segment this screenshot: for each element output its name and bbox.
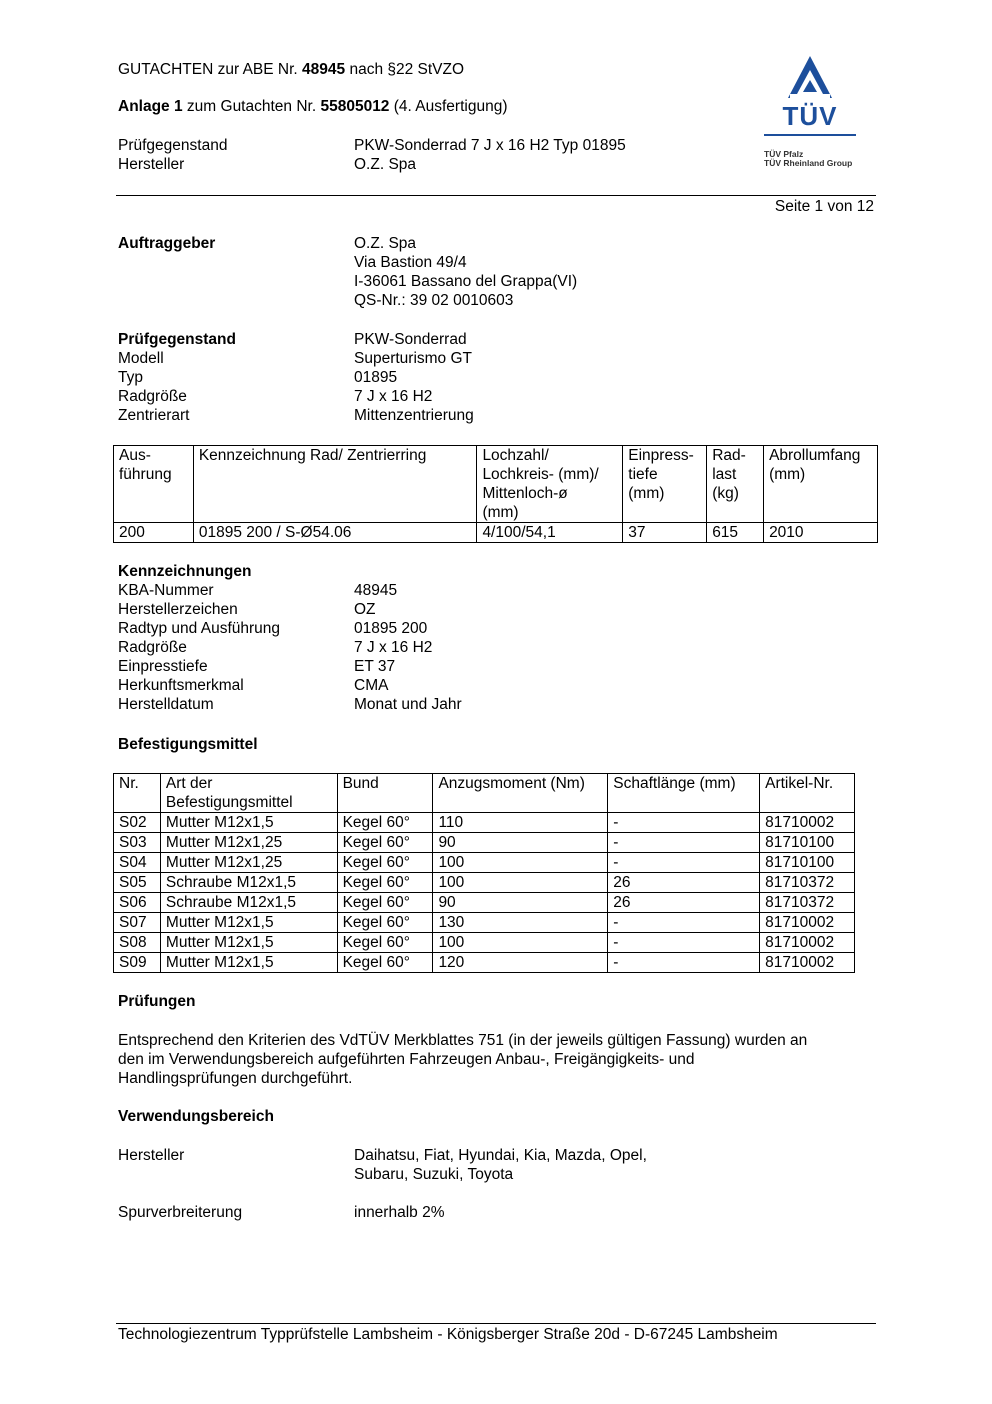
table-cell: S09 [114, 953, 161, 973]
pruefgegenstand-label: Zentrierart [118, 407, 190, 424]
table-cell: Kegel 60° [337, 953, 433, 973]
wheel-table-header-cell: Lochzahl/ Lochkreis- (mm)/ Mittenloch-ø (mm) [477, 446, 623, 523]
kennzeichnung-value: 01895 200 [354, 620, 428, 637]
table-cell: Kegel 60° [337, 873, 433, 893]
table-cell: 81710002 [760, 933, 855, 953]
tuev-logo-sub1: TÜV Pfalz [764, 149, 804, 159]
page-number: Seite 1 von 12 [774, 198, 874, 215]
kennzeichnung-value: 48945 [354, 582, 398, 599]
table-cell: Kegel 60° [337, 893, 433, 913]
header-divider [116, 195, 876, 196]
befestigung-header-cell: Anzugsmoment (Nm) [433, 774, 608, 813]
pruefungen-line: den im Verwendungsbereich aufgeführten Fahrzeugen Anbau-, Freigängigkeits- und [118, 1051, 695, 1068]
befestigung-header-cell: Art der Befestigungsmittel [160, 774, 337, 813]
pruefgegenstand-value: 01895 [354, 369, 398, 386]
table-cell: Kegel 60° [337, 853, 433, 873]
table-cell: 100 [433, 933, 608, 953]
table-cell: Mutter M12x1,5 [160, 813, 337, 833]
pruefgegenstand-row [118, 387, 474, 406]
table-row [114, 933, 855, 953]
section-title-row [118, 562, 462, 581]
table-cell: S08 [114, 933, 161, 953]
footer-text: Technologiezentrum Typprüfstelle Lambsheim - Königsberger Straße 20d - D-67245 Lambsheim [118, 1326, 778, 1343]
table-cell: 2010 [764, 523, 878, 543]
gutachten-number: 55805012 [320, 98, 390, 115]
kennzeichnung-row [118, 619, 462, 638]
pruefungen-line: Entsprechend den Kriterien des VdTÜV Merkblattes 751 (in der jeweils gültigen Fassung) wurden an [118, 1032, 808, 1049]
header-row [118, 155, 626, 174]
wheel-table-header-cell: Aus- führung [114, 446, 194, 523]
table-cell: Schraube M12x1,5 [160, 893, 337, 913]
table-cell: S02 [114, 813, 161, 833]
header-value: PKW-Sonderrad 7 J x 16 H2 Typ 01895 [354, 137, 626, 154]
table-cell: Kegel 60° [337, 833, 433, 853]
table-cell: 81710372 [760, 873, 855, 893]
wheel-table-header-cell: Rad- last (kg) [707, 446, 764, 523]
kennzeichnung-row [118, 657, 462, 676]
kennzeichnung-value: OZ [354, 601, 376, 618]
auftraggeber-row [118, 253, 577, 272]
kennzeichnung-label: Herstellerzeichen [118, 601, 238, 618]
table-cell: 90 [433, 893, 608, 913]
table-row [114, 873, 855, 893]
table-cell: S05 [114, 873, 161, 893]
table-cell: - [608, 933, 760, 953]
pruefgegenstand-label: Radgröße [118, 388, 187, 405]
verwendung-row [118, 1165, 647, 1184]
table-cell: - [608, 833, 760, 853]
header-label: Prüfgegenstand [118, 137, 228, 154]
verwendung-value: Daihatsu, Fiat, Hyundai, Kia, Mazda, Opel, [354, 1147, 647, 1164]
header-row [118, 136, 626, 155]
kennzeichnung-row [118, 676, 462, 695]
kennzeichnungen-title: Kennzeichnungen [118, 563, 252, 580]
tuev-logo-sub2: TÜV Rheinland Group [764, 158, 853, 168]
table-row [114, 833, 855, 853]
header-value: O.Z. Spa [354, 156, 417, 173]
table-cell: - [608, 813, 760, 833]
table-row [114, 853, 855, 873]
verwendung-row [118, 1203, 444, 1222]
kennzeichnungen-block [118, 562, 462, 714]
table-cell: Mutter M12x1,25 [160, 833, 337, 853]
table-cell: - [608, 913, 760, 933]
anlage-mid: zum Gutachten Nr. [186, 98, 317, 115]
anlage-line [118, 97, 507, 116]
table-cell: 26 [608, 873, 760, 893]
table-cell: 26 [608, 893, 760, 913]
verwendung-label: Spurverbreiterung [118, 1204, 243, 1221]
verwendung-value: innerhalb 2% [354, 1204, 445, 1221]
wheel-table-header-cell: Abrollumfang (mm) [764, 446, 878, 523]
verwendung-spur [118, 1203, 444, 1222]
pruefungen-title: Prüfungen [118, 993, 196, 1010]
wheel-table-header-cell: Einpress- tiefe (mm) [623, 446, 707, 523]
table-cell: 110 [433, 813, 608, 833]
table-cell: Kegel 60° [337, 933, 433, 953]
table-cell: Kegel 60° [337, 813, 433, 833]
wheel-table-header-cell: Kennzeichnung Rad/ Zentrierring [193, 446, 477, 523]
table-cell: 81710002 [760, 813, 855, 833]
kennzeichnung-value: Monat und Jahr [354, 696, 462, 713]
auftraggeber-line: Via Bastion 49/4 [354, 254, 467, 271]
abe-number: 48945 [302, 61, 346, 78]
auftraggeber-row [118, 234, 577, 253]
tuev-triangle-icon [760, 54, 860, 104]
table-cell: - [608, 853, 760, 873]
auftraggeber-label: Auftraggeber [118, 235, 216, 252]
kennzeichnung-label: Herkunftsmerkmal [118, 677, 244, 694]
wheel-table-header-row [114, 446, 878, 523]
pruefungen-paragraph [118, 1031, 807, 1088]
table-cell: 100 [433, 873, 608, 893]
pruefgegenstand-row [118, 406, 474, 425]
table-cell: - [608, 953, 760, 973]
pruefgegenstand-value: PKW-Sonderrad [354, 331, 467, 348]
kennzeichnung-label: Einpresstiefe [118, 658, 208, 675]
pruefgegenstand-label: Prüfgegenstand [118, 331, 236, 348]
table-cell: S07 [114, 913, 161, 933]
kennzeichnung-value: CMA [354, 677, 389, 694]
table-cell: Schraube M12x1,5 [160, 873, 337, 893]
anlage-suffix: (4. Ausfertigung) [393, 98, 508, 115]
auftraggeber-line: O.Z. Spa [354, 235, 417, 252]
pruefgegenstand-block [118, 330, 474, 425]
pruefgegenstand-value: Superturismo GT [354, 350, 473, 367]
befestigung-title: Befestigungsmittel [118, 736, 258, 753]
auftraggeber-line: I-36061 Bassano del Grappa(VI) [354, 273, 578, 290]
tuev-logo-rule [764, 134, 856, 136]
auftraggeber-block [118, 234, 577, 310]
table-cell: Mutter M12x1,5 [160, 913, 337, 933]
kennzeichnung-row [118, 695, 462, 714]
pruefgegenstand-value: 7 J x 16 H2 [354, 388, 433, 405]
kennzeichnung-value: ET 37 [354, 658, 396, 675]
header-label: Hersteller [118, 156, 185, 173]
auftraggeber-row [118, 291, 577, 310]
table-cell: S04 [114, 853, 161, 873]
header-title-suffix: nach §22 StVZO [349, 61, 465, 78]
kennzeichnung-row [118, 638, 462, 657]
kennzeichnung-label: KBA-Nummer [118, 582, 214, 599]
befestigung-header-cell: Schaftlänge (mm) [608, 774, 760, 813]
table-cell: Mutter M12x1,25 [160, 853, 337, 873]
table-cell: 4/100/54,1 [477, 523, 623, 543]
verwendung-value: Subaru, Suzuki, Toyota [354, 1166, 514, 1183]
table-row [114, 813, 855, 833]
table-cell: 81710100 [760, 833, 855, 853]
table-row [114, 913, 855, 933]
table-cell: 81710372 [760, 893, 855, 913]
kennzeichnung-label: Radgröße [118, 639, 187, 656]
befestigung-header-row [114, 774, 855, 813]
pruefgegenstand-row [118, 330, 474, 349]
table-cell: 01895 200 / S-Ø54.06 [193, 523, 477, 543]
header-title-line [118, 60, 464, 79]
befestigung-header-cell: Artikel-Nr. [760, 774, 855, 813]
table-cell: S03 [114, 833, 161, 853]
befestigung-header-cell: Bund [337, 774, 433, 813]
pruefgegenstand-row [118, 349, 474, 368]
verwendung-label: Hersteller [118, 1147, 185, 1164]
kennzeichnung-value: 7 J x 16 H2 [354, 639, 433, 656]
pruefungen-line: Handlingsprüfungen durchgeführt. [118, 1070, 353, 1087]
table-cell: Kegel 60° [337, 913, 433, 933]
pruefgegenstand-label: Modell [118, 350, 164, 367]
table-row [114, 953, 855, 973]
befestigung-table [113, 773, 855, 973]
header-info [118, 136, 626, 174]
verwendung-row [118, 1146, 647, 1165]
table-cell: 90 [433, 833, 608, 853]
table-cell: Mutter M12x1,5 [160, 933, 337, 953]
pruefgegenstand-value: Mittenzentrierung [354, 407, 474, 424]
tuev-logo-text: TÜV [782, 101, 838, 131]
verwendung-hersteller [118, 1146, 647, 1184]
befestigung-header-cell: Nr. [114, 774, 161, 813]
table-cell: 130 [433, 913, 608, 933]
kennzeichnung-row [118, 581, 462, 600]
table-cell: 81710002 [760, 913, 855, 933]
table-cell: 37 [623, 523, 707, 543]
kennzeichnung-row [118, 600, 462, 619]
table-cell: 81710100 [760, 853, 855, 873]
table-row [114, 893, 855, 913]
anlage-label: Anlage 1 [118, 98, 183, 115]
tuev-logo [760, 54, 860, 174]
auftraggeber-row [118, 272, 577, 291]
auftraggeber-line: QS-Nr.: 39 02 0010603 [354, 292, 514, 309]
table-row [114, 523, 878, 543]
table-cell: 615 [707, 523, 764, 543]
table-cell: 100 [433, 853, 608, 873]
pruefgegenstand-row [118, 368, 474, 387]
kennzeichnung-label: Herstelldatum [118, 696, 214, 713]
pruefgegenstand-label: Typ [118, 369, 143, 386]
header-title-prefix: GUTACHTEN zur ABE Nr. [118, 61, 298, 78]
table-cell: 120 [433, 953, 608, 973]
table-cell: 200 [114, 523, 194, 543]
wheel-table [113, 445, 878, 543]
kennzeichnung-label: Radtyp und Ausführung [118, 620, 281, 637]
table-cell: 81710002 [760, 953, 855, 973]
table-cell: Mutter M12x1,5 [160, 953, 337, 973]
footer-divider [116, 1323, 876, 1324]
verwendung-title: Verwendungsbereich [118, 1108, 274, 1125]
table-cell: S06 [114, 893, 161, 913]
